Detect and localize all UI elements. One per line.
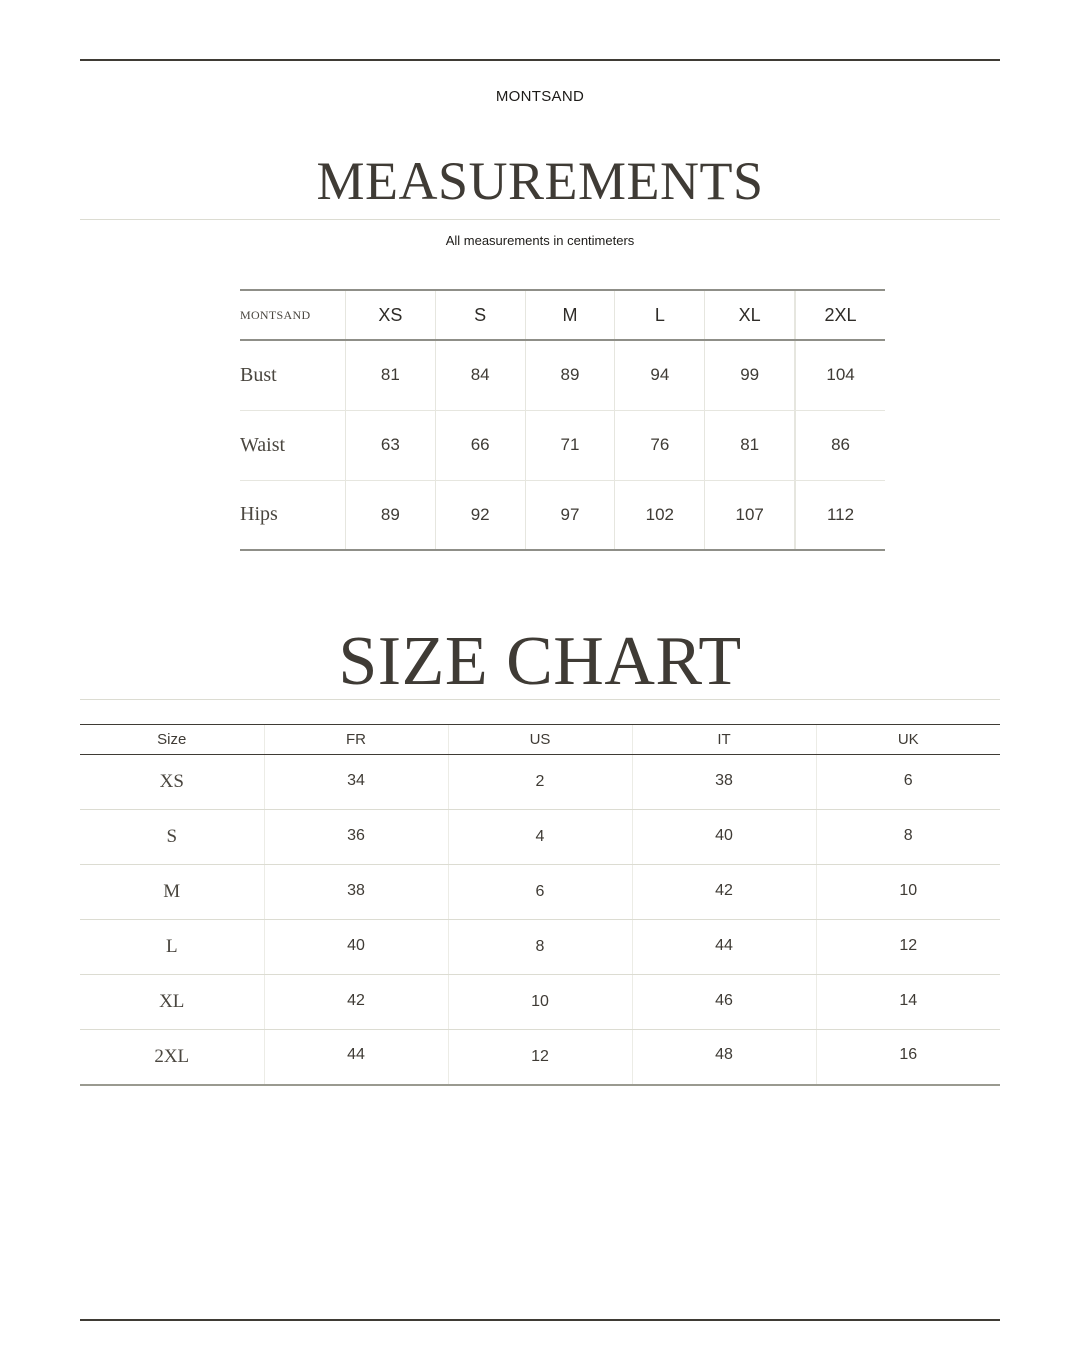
measurements-row-bust [240, 340, 885, 410]
measurements-corner-label: MONTSAND [240, 290, 345, 340]
size-chart-cell: 10 [816, 865, 1000, 920]
size-chart-cell: 36 [264, 810, 448, 865]
measurements-row-waist [240, 410, 885, 480]
measurements-title-divider [80, 219, 1000, 220]
measurements-table [240, 289, 885, 551]
size-chart-header-row [80, 725, 1000, 755]
measurements-col-header: S [435, 290, 525, 340]
measurements-cell: 89 [525, 340, 615, 410]
size-chart-table [80, 724, 1000, 1086]
size-chart-row [80, 865, 1000, 920]
size-chart-size-label: XL [80, 975, 264, 1030]
size-chart-row [80, 920, 1000, 975]
size-chart-cell: 42 [632, 865, 816, 920]
measurements-header-row [240, 290, 885, 340]
measurements-cell: 86 [795, 410, 885, 480]
measurements-title: MEASUREMENTS [316, 151, 764, 211]
size-chart-row [80, 975, 1000, 1030]
measurements-cell: 102 [615, 480, 705, 550]
measurements-row-label: Hips [240, 480, 345, 550]
measurements-cell: 71 [525, 410, 615, 480]
size-chart-cell: 6 [816, 755, 1000, 810]
size-chart-cell: 4 [448, 810, 632, 865]
size-chart-size-label: 2XL [80, 1030, 264, 1085]
measurements-unit-note: All measurements in centimeters [445, 233, 635, 248]
measurements-cell: 112 [795, 480, 885, 550]
measurements-col-header: L [615, 290, 705, 340]
brand-name: MONTSAND [495, 88, 585, 105]
size-chart-cell: 12 [448, 1030, 632, 1085]
size-chart-cell: 46 [632, 975, 816, 1030]
size-chart-col-header: IT [632, 725, 816, 755]
measurements-cell: 63 [345, 410, 435, 480]
measurements-row-label: Bust [240, 340, 345, 410]
measurements-cell: 76 [615, 410, 705, 480]
measurements-cell: 104 [795, 340, 885, 410]
size-chart-cell: 42 [264, 975, 448, 1030]
bottom-divider [80, 1319, 1000, 1321]
size-chart-title-divider [80, 699, 1000, 700]
measurements-col-header: XL [705, 290, 795, 340]
size-chart-cell: 8 [448, 920, 632, 975]
top-divider [80, 59, 1000, 61]
measurements-col-header: M [525, 290, 615, 340]
size-chart-cell: 34 [264, 755, 448, 810]
measurements-cell: 84 [435, 340, 525, 410]
size-chart-cell: 14 [816, 975, 1000, 1030]
measurements-cell: 81 [705, 410, 795, 480]
measurements-cell: 107 [705, 480, 795, 550]
measurements-cell: 99 [705, 340, 795, 410]
size-chart-cell: 44 [264, 1030, 448, 1085]
size-chart-row [80, 810, 1000, 865]
size-chart-col-header: US [448, 725, 632, 755]
measurements-row-label: Waist [240, 410, 345, 480]
measurements-cell: 89 [345, 480, 435, 550]
measurements-cell: 97 [525, 480, 615, 550]
size-chart-col-header: UK [816, 725, 1000, 755]
measurements-row-hips [240, 480, 885, 550]
size-chart-size-label: M [80, 865, 264, 920]
size-chart-cell: 40 [632, 810, 816, 865]
size-chart-col-header: FR [264, 725, 448, 755]
size-chart-size-label: XS [80, 755, 264, 810]
size-chart-cell: 10 [448, 975, 632, 1030]
measurements-cell: 81 [345, 340, 435, 410]
size-chart-title: SIZE CHART [338, 623, 742, 700]
measurements-col-header: 2XL [795, 290, 885, 340]
size-chart-cell: 12 [816, 920, 1000, 975]
size-chart-size-label: S [80, 810, 264, 865]
size-chart-cell: 6 [448, 865, 632, 920]
measurements-cell: 92 [435, 480, 525, 550]
size-chart-size-label: L [80, 920, 264, 975]
size-chart-cell: 40 [264, 920, 448, 975]
measurements-cell: 94 [615, 340, 705, 410]
measurements-cell: 66 [435, 410, 525, 480]
size-chart-cell: 44 [632, 920, 816, 975]
size-chart-cell: 38 [264, 865, 448, 920]
size-chart-cell: 8 [816, 810, 1000, 865]
size-chart-row [80, 755, 1000, 810]
size-chart-cell: 48 [632, 1030, 816, 1085]
size-chart-cell: 38 [632, 755, 816, 810]
measurements-col-header: XS [345, 290, 435, 340]
size-chart-row [80, 1030, 1000, 1085]
size-chart-cell: 16 [816, 1030, 1000, 1085]
size-chart-col-header: Size [80, 725, 264, 755]
size-chart-cell: 2 [448, 755, 632, 810]
